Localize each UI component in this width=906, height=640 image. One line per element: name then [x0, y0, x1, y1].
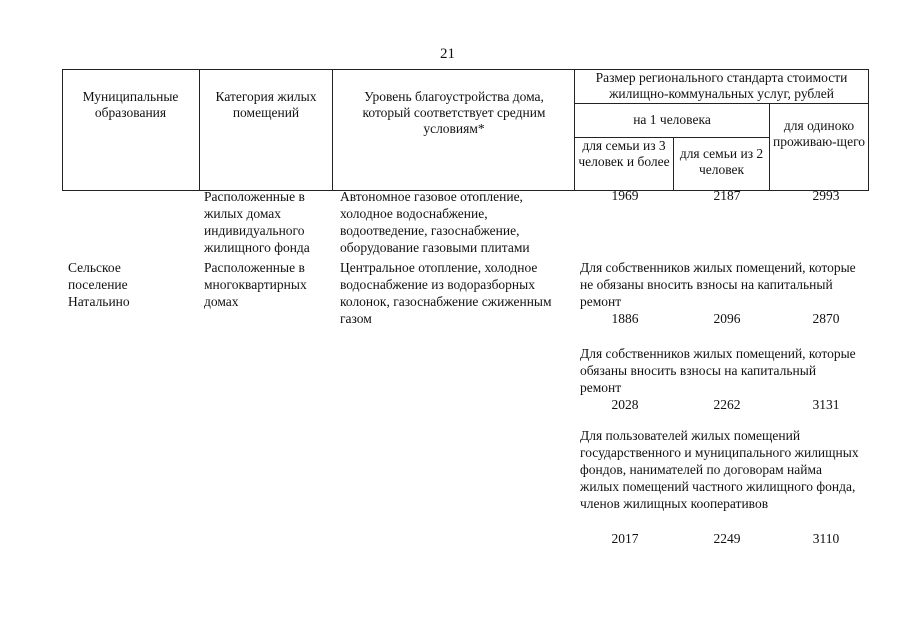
group3-note: Для пользователей жилых помещений государственного и муниципального жилищных фондов, нанимателей по договорам найма жилых помещений частного жилищного фонда, членов жилищных кооперативов [580, 428, 859, 511]
group2-value-family3: 2028 [611, 397, 639, 412]
row1-category: Расположенные в жилых домах индивидуального жилищного фонда [204, 189, 310, 255]
row2-municipality: Сельское поселение Натальино [68, 260, 130, 309]
header-family3: для семьи из 3 человек и более [578, 138, 670, 169]
header-standard: Размер регионального стандарта стоимости жилищно-коммунальных услуг, рублей [595, 70, 848, 101]
group1-note: Для собственников жилых помещений, которые не обязаны вносить взносы на капитальный ремонт [580, 260, 856, 309]
header-amenities: Уровень благоустройства дома, который соответствует средним условиям* [362, 89, 546, 136]
row1-value-family2: 2187 [713, 188, 741, 203]
row1-value-family3: 1969 [611, 188, 639, 203]
row2-amenities: Центральное отопление, холодное водоснабжение из водоразборных колонок, газоснабжение сжиженным газом [340, 260, 552, 326]
row1-value-single: 2993 [812, 188, 840, 203]
header-per-person: на 1 человека [633, 112, 711, 127]
group2-note: Для собственников жилых помещений, которые обязаны вносить взносы на капитальный ремонт [580, 346, 856, 395]
header-single: для одиноко проживаю-щего [772, 118, 866, 149]
page-number: 21 [440, 46, 455, 62]
rule [199, 69, 200, 190]
rule [332, 69, 333, 190]
group3-value-family2: 2249 [713, 531, 741, 546]
rule [62, 69, 63, 190]
group3-value-single: 3110 [812, 531, 840, 546]
header-municipality: Муниципальные образования [82, 89, 179, 120]
group2-value-single: 3131 [812, 397, 840, 412]
rule [574, 103, 868, 104]
group1-value-family3: 1886 [611, 311, 639, 326]
group1-value-family2: 2096 [713, 311, 741, 326]
header-family2: для семьи из 2 человек [679, 146, 764, 177]
group3-value-family3: 2017 [611, 531, 639, 546]
row2-category: Расположенные в многоквартирных домах [204, 260, 307, 309]
header-category: Категория жилых помещений [215, 89, 317, 120]
table-header [62, 69, 869, 191]
row1-amenities: Автономное газовое отопление, холодное водоснабжение, водоотведение, газоснабжение, оборудование газовыми плитами [340, 189, 530, 255]
group2-value-family2: 2262 [713, 397, 741, 412]
group1-value-single: 2870 [812, 311, 840, 326]
